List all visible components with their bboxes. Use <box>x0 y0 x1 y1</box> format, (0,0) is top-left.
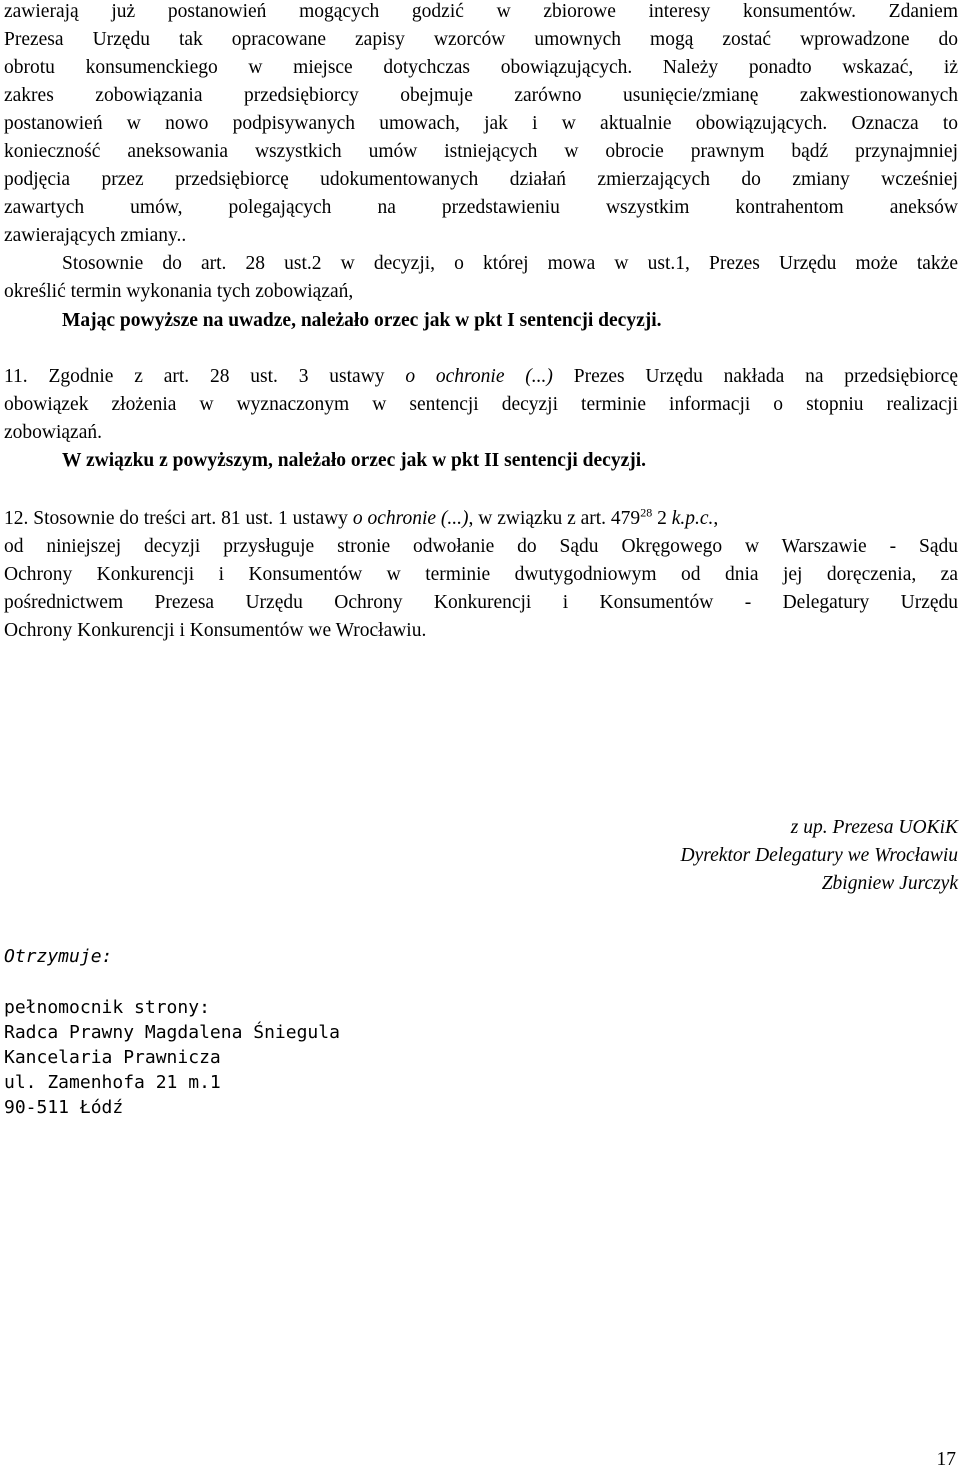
point-11-line: zobowiązań. <box>4 422 102 443</box>
page-number: 17 <box>936 1449 956 1470</box>
recipient-line: 90-511 Łódź <box>4 1097 124 1118</box>
body-line: zawierających zmiany.. <box>4 225 187 246</box>
recipient-line: pełnomocnik strony: <box>4 997 210 1018</box>
art28-line: określić termin wykonania tych zobowiązań, <box>4 281 354 302</box>
signature-name: Zbigniew Jurczyk <box>821 873 958 894</box>
article-superscript: 28 <box>640 505 653 520</box>
body-line: obrotu konsumenckiego w miejsce dotychczas obowiązujących. Należy ponadto wskazać, iż <box>4 57 958 78</box>
conclusion-point-1: Mając powyższe na uwadze, należało orzec jak w pkt I sentencji decyzji. <box>62 310 662 331</box>
recipient-line: Kancelaria Prawnicza <box>4 1047 221 1068</box>
point-12-line <box>4 505 958 533</box>
signature-authority: z up. Prezesa UOKiK <box>790 817 958 838</box>
act-reference: o ochronie (...) <box>405 366 553 387</box>
point-12-line: Ochrony Konkurencji i Konsumentów w terminie dwutygodniowym od dnia jej doręczenia, za <box>4 564 958 585</box>
point-12-text: 2 <box>652 508 672 529</box>
act-reference: o ochronie (...) <box>352 508 469 529</box>
point-12-text: 12. Stosownie do treści art. 81 ust. 1 ustawy <box>4 508 353 529</box>
body-line: zakres zobowiązania przedsiębiorcy obejmuje zarówno usunięcie/zmianę zakwestionowanych <box>4 85 958 106</box>
body-line: zawierają już postanowień mogących godzić w zbiorowe interesy konsumentów. Zdaniem <box>4 1 958 22</box>
point-11-text: Prezes Urzędu nakłada na przedsiębiorcę <box>552 366 958 387</box>
point-11-line: obowiązek złożenia w wyznaczonym w sentencji decyzji terminie informacji o stopniu realizacji <box>4 394 958 415</box>
recipient-line: ul. Zamenhofa 21 m.1 <box>4 1072 221 1093</box>
point-12-text: , w związku z art. 479 <box>468 508 641 529</box>
point-11-line <box>4 363 958 391</box>
body-line: postanowień w nowo podpisywanych umowach, jak i w aktualnie obowiązujących. Oznacza to <box>4 113 958 134</box>
code-reference: k.p.c. <box>671 508 714 529</box>
conclusion-point-2: W związku z powyższym, należało orzec jak w pkt II sentencji decyzji. <box>62 450 647 471</box>
body-line: konieczność aneksowania wszystkich umów istniejących w obrocie prawnym bądź przynajmniej <box>4 141 958 162</box>
point-12-line: pośrednictwem Prezesa Urzędu Ochrony Konkurencji i Konsumentów - Delegatury Urzędu <box>4 592 958 613</box>
recipient-line: Radca Prawny Magdalena Śniegula <box>4 1022 340 1043</box>
point-12-text: , <box>713 508 719 529</box>
art28-line: Stosownie do art. 28 ust.2 w decyzji, o której mowa w ust.1, Prezes Urzędu może także <box>62 253 958 274</box>
point-11-text: 11. Zgodnie z art. 28 ust. 3 ustawy <box>4 366 406 387</box>
signature-position: Dyrektor Delegatury we Wrocławiu <box>680 845 958 866</box>
body-line: Prezesa Urzędu tak opracowane zapisy wzorców umownych mogą zostać wprowadzone do <box>4 29 958 50</box>
body-line: zawartych umów, polegających na przedstawieniu wszystkim kontrahentom aneksów <box>4 197 958 218</box>
body-line: podjęcia przez przedsiębiorcę udokumentowanych działań zmierzających do zmiany wcześniej <box>4 169 958 190</box>
point-12-line: Ochrony Konkurencji i Konsumentów we Wrocławiu. <box>4 620 427 641</box>
point-12-line: od niniejszej decyzji przysługuje stronie odwołanie do Sądu Okręgowego w Warszawie - Sądu <box>4 536 958 557</box>
recipients-heading: Otrzymuje: <box>4 946 113 967</box>
